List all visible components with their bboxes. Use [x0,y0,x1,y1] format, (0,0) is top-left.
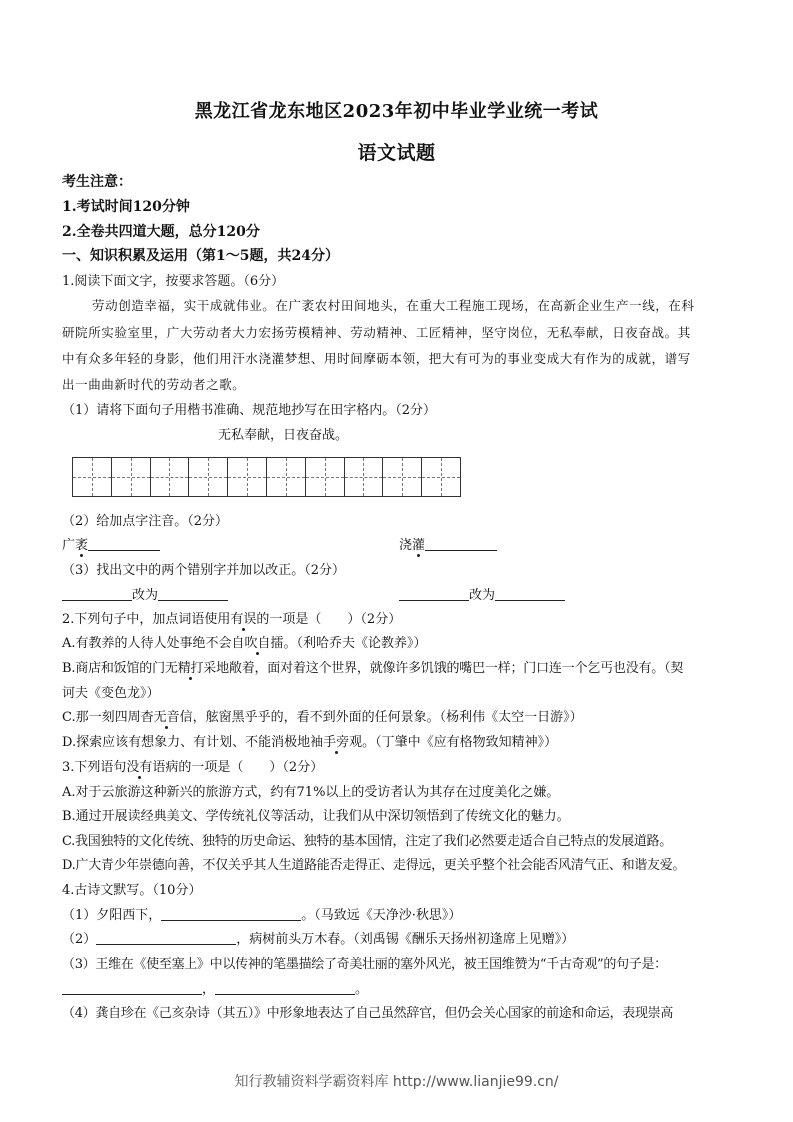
q1-sub2: （2）给加点字注音。（2分） [62,514,229,529]
answer-blank[interactable] [62,981,202,995]
grid-cell[interactable] [383,458,422,496]
q2-option-b-cont: 诃夫《变色龙》） [62,686,160,701]
page-title: 黑龙江省龙东地区2023年初中毕业学业统一考试 [194,101,599,122]
correction-item-2: 改为 [399,587,699,604]
dotted-char: 袤 [75,538,89,553]
q4-item-3-blanks: ， 。 [62,981,732,998]
copy-sentence: 无私奉献，日夜奋战。 [218,428,349,443]
grid-cell[interactable] [73,458,112,496]
answer-blank[interactable] [215,981,355,995]
grid-cell[interactable] [151,458,190,496]
q4-item-2: （2） ，病树前头万木春。（刘禹锡《酬乐天扬州初逢席上见赠》） [62,932,575,947]
answer-blank[interactable] [62,587,132,601]
q1-sub3: （3）找出文中的两个错别字并加以改正。（2分） [62,563,346,578]
passage-line: 出一曲曲新时代的劳动者之歌。 [62,377,246,392]
grid-cell[interactable] [422,458,460,496]
answer-blank[interactable] [495,587,565,601]
q3-option-c[interactable]: C.我国独特的文化传统、独特的历史命运、独特的基本国情，注定了我们必然要走适合自己特点的发展道路。 [62,834,672,849]
correction-item-1: 改为 [62,587,362,604]
pinyin-item-a: 广袤 [62,537,362,554]
tianzige-grid[interactable] [72,457,461,497]
grid-cell[interactable] [189,458,228,496]
grid-cell[interactable] [267,458,306,496]
notice-item-2: 2.全卷共四道大题，总分120分 [62,224,260,240]
passage-line: 劳动创造幸福，实干成就伟业。在广袤农村田间地头，在重大工程施工现场，在高新企业生产一线，在科 [92,298,695,313]
q3-stem: 3.下列语句没有语病的一项是（ ）（2分） [62,760,324,775]
answer-blank[interactable] [96,931,236,945]
q2-option-a[interactable]: A.有教养的人待人处事绝不会自吹自擂。（利哈乔夫《论教养》） [62,636,427,651]
q3-option-a[interactable]: A.对于云旅游这种新兴的旅游方式，约有71%以上的受访者认为其存在过度美化之嫌。 [62,785,560,800]
answer-blank[interactable] [161,907,301,921]
notice-heading: 考生注意： [62,174,132,190]
passage-line: 中有众多年轻的身影，他们用汗水浇灌梦想、用时间摩砺本领，把大有可为的事业变成大有作为的成就，谱写 [62,351,691,366]
grid-cell[interactable] [345,458,384,496]
q2-stem: 2.下列句子中，加点词语使用有误的一项是（ ）（2分） [62,612,402,627]
notice-item-1: 1.考试时间120分钟 [62,199,190,215]
answer-blank[interactable] [425,537,497,551]
q2-option-d[interactable]: D.探索应该有想象力、有计划、不能消极地袖手旁观。（丁肇中《应有格物致知精神》） [62,735,558,750]
q1-stem: 1.阅读下面文字，按要求答题。（6分） [62,274,285,289]
answer-blank[interactable] [88,537,160,551]
answer-blank[interactable] [158,587,228,601]
grid-cell[interactable] [306,458,345,496]
pinyin-item-b: 浇灌 [399,537,699,554]
page-subtitle: 语文试题 [357,142,436,164]
grid-cell[interactable] [228,458,267,496]
q2-option-b[interactable]: B.商店和饭馆的门无精打采地敞着，面对着这个世界，就像许多饥饿的嘴巴一样；门口连一个乞丐也没有。（契 [62,661,684,676]
q3-option-b[interactable]: B.通过开展读经典美文、学传统礼仪等活动，让我们从中深切领悟到了传统文化的魅力。 [62,809,570,824]
footer-watermark: 知行教辅资料学霸资料库 http://www.lianjie99.cn/ [234,1074,559,1090]
section-heading: 一、知识积累及运用（第1～5题，共24分） [62,248,339,264]
answer-blank[interactable] [399,587,469,601]
grid-cell[interactable] [112,458,151,496]
q4-item-3: （3）王维在《使至塞上》中以传神的笔墨描绘了奇美壮丽的塞外风光，被王国维赞为“千古奇观”的句子是： [62,957,667,972]
q4-item-4: （4）龚自珍在《己亥杂诗（其五）》中形象地表达了自己虽然辞官，但仍会关心国家的前途和命运，表现崇高 [62,1006,674,1021]
q4-item-1: （1）夕阳西下， 。（马致远《天净沙·秋思》） [62,908,462,923]
q3-option-d[interactable]: D.广大青少年崇德向善，不仅关乎其人生道路能否走得正、走得远，更关乎整个社会能否风清气正、和谐友爱。 [62,858,686,873]
q4-stem: 4.古诗文默写。（10分） [62,883,202,898]
q2-option-c[interactable]: C.那一刻四周杳无音信，舷窗黑乎乎的，看不到外面的任何景象。（杨利伟《太空一日游》） [62,710,583,725]
q1-sub1: （1）请将下面句子用楷书准确、规范地抄写在田字格内。（2分） [62,403,437,418]
dotted-char: 灌 [412,538,426,553]
passage-line: 研院所实验室里，广大劳动者大力宏扬劳模精神、劳动精神、工匠精神，坚守岗位，无私奉献，日夜奋战。其 [62,325,691,340]
